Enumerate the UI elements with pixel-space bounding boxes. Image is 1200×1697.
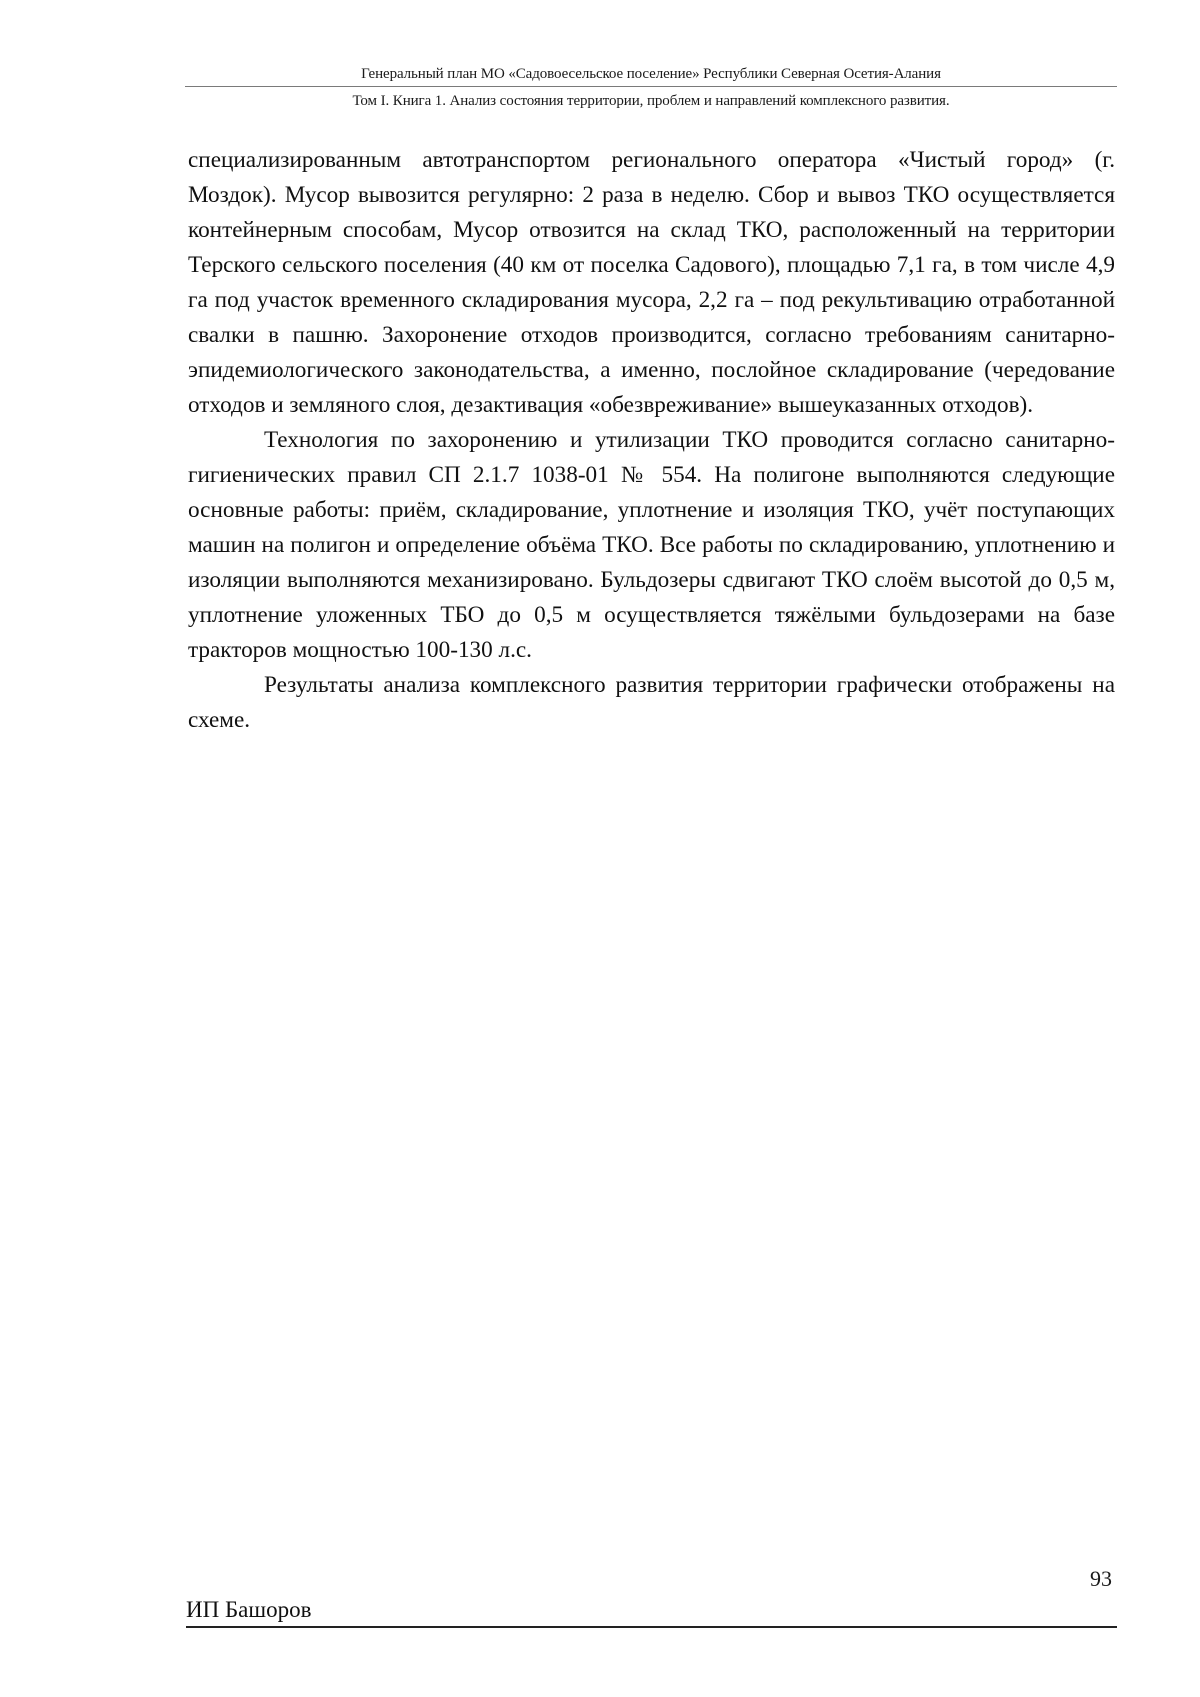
paragraph-landfill-technology: Технология по захоронению и утилизации ТКО проводится согласно санитарно-гигиенических правил СП 2.1.7 1038-01 № 554. На полигоне выполняются следующие основные работы: приём, складирование, уплотнение и изоляция ТКО, учёт поступающих машин на полигон и определение объёма ТКО. Все работы по складированию, уплотнению и изоляции выполняются механизировано. Бульдозеры сдвигают ТКО слоём высотой до 0,5 м, уплотнение уложенных ТБО до 0,5 м осуществляется тяжёлыми бульдозерами на базе тракторов мощностью 100-130 л.с. — [188, 427, 1115, 663]
page-number: 93 — [1090, 1566, 1112, 1591]
paragraph-waste-collection: специализированным автотранспортом регионального оператора «Чистый город» (г. Моздок). Мусор вывозится регулярно: 2 раза в неделю. Сбор и вывоз ТКО осуществляется контейнерным способам, Мусор отвозится на склад ТКО, расположенный на территории Терского сельского поселения (40 км от поселка Садового), площадью 7,1 га, в том числе 4,9 га под участок временного складирования мусора, 2,2 га – под рекультивацию отработанной свалки в пашню. Захоронение отходов производится, согласно требованиям санитарно-эпидемиологического законодательства, а именно, послойное складирование (чередование отходов и земляного слоя, дезактивация «обезвреживание» вышеуказанных отходов). — [188, 147, 1115, 418]
running-header — [185, 64, 1117, 112]
footer-author: ИП Башоров — [186, 1597, 312, 1622]
paragraph-results: Результаты анализа комплексного развития территории графически отображены на схеме. — [188, 672, 1115, 733]
header-title-line: Генеральный план МО «Садовоесельское поселение» Республики Северная Осетия-Алания — [185, 64, 1117, 87]
body-text — [188, 143, 1115, 738]
header-subtitle-line: Том I. Книга 1. Анализ состояния территории, проблем и направлений комплексного развития. — [352, 93, 950, 109]
page-footer — [186, 1597, 1117, 1628]
